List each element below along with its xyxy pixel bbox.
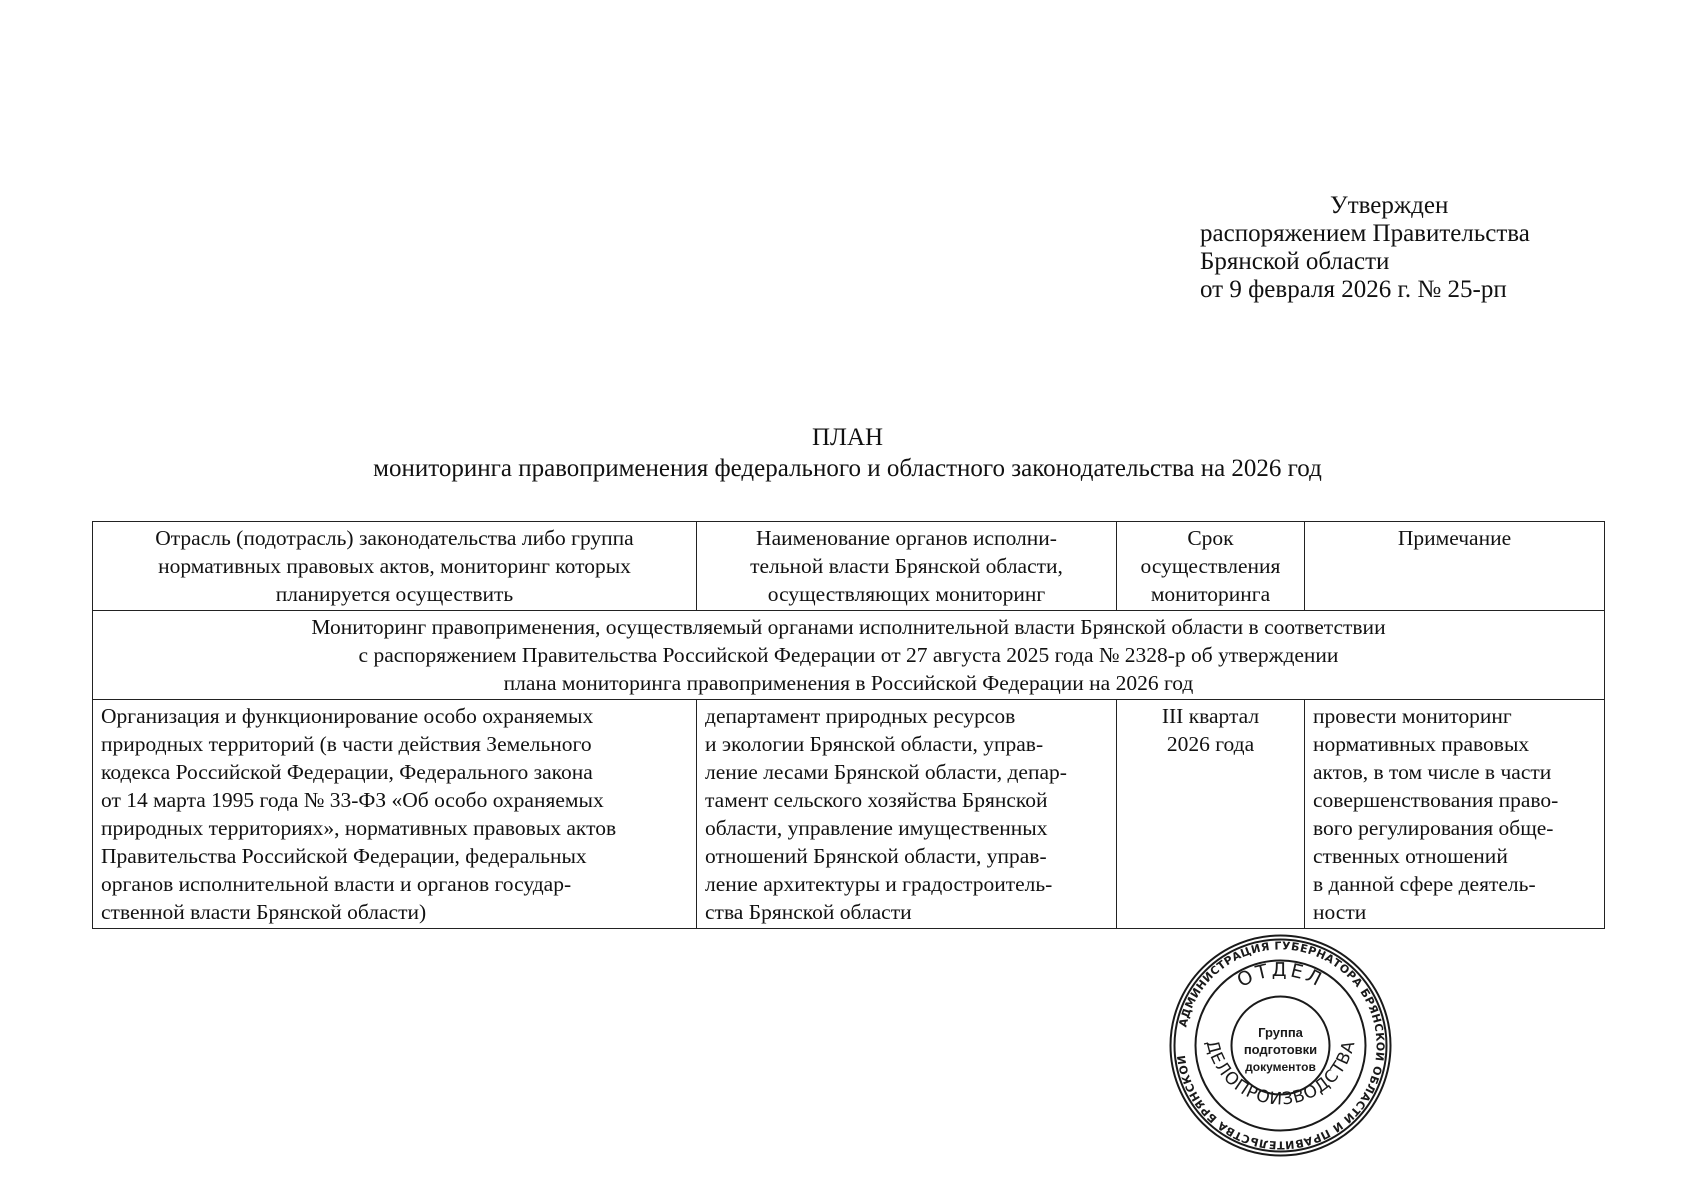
cell-bodies [697, 700, 1117, 929]
cell-line: органов исполнительной власти и органов государ- [101, 872, 572, 896]
cell-line: ственной власти Брянской области) [101, 900, 427, 924]
cell-line: природных территорий (в части действия Земельного [101, 732, 592, 756]
header-line: планируется осуществить [275, 582, 514, 606]
cell-branch [93, 700, 697, 929]
cell-line: вого регулирования обще- [1313, 816, 1554, 840]
stamp-center-line: Группа [1258, 1025, 1303, 1040]
section-line: с распоряжением Правительства Российской Федерации от 27 августа 2025 года № 2328-р об утверждении [358, 643, 1339, 667]
cell-line: области, управление имущественных [705, 816, 1048, 840]
document-title [0, 422, 1695, 484]
header-line: нормативных правовых актов, мониторинг которых [158, 554, 631, 578]
stamp-center-line: документов [1245, 1060, 1316, 1074]
cell-line: ства Брянской области [705, 900, 912, 924]
cell-line: совершенствования право- [1313, 788, 1559, 812]
section-caption [93, 611, 1605, 700]
approval-block [1200, 192, 1620, 304]
table-header-row [93, 522, 1605, 611]
cell-line: 2026 года [1166, 732, 1255, 756]
cell-line: ственных отношений [1313, 844, 1508, 868]
cell-line: ности [1313, 900, 1367, 924]
header-line: Наименование органов исполни- [756, 526, 1057, 550]
approval-line: Утвержден [1330, 192, 1449, 219]
cell-line: от 14 марта 1995 года № 33-ФЗ «Об особо охраняемых [101, 788, 604, 812]
header-line: тельной власти Брянской области, [750, 554, 1063, 578]
cell-line: Правительства Российской Федерации, федеральных [101, 844, 587, 868]
header-line: осуществления [1140, 554, 1281, 578]
header-line: Срок [1187, 526, 1234, 550]
header-bodies [697, 522, 1117, 611]
stamp-center-line: подготовки [1243, 1042, 1318, 1057]
approval-line: от 9 февраля 2026 г. № 25-рп [1200, 276, 1507, 303]
table-section-row [93, 611, 1605, 700]
section-line: Мониторинг правоприменения, осуществляемый органами исполнительной власти Брянской области в соответствии [311, 615, 1386, 639]
cell-line: кодекса Российской Федерации, Федерального закона [101, 760, 593, 784]
cell-line: и экологии Брянской области, управ- [705, 732, 1044, 756]
plan-table [92, 521, 1605, 929]
cell-line: провести мониторинг [1313, 704, 1512, 728]
cell-line: отношений Брянской области, управ- [705, 844, 1047, 868]
cell-line: департамент природных ресурсов [705, 704, 1016, 728]
cell-line: Организация и функционирование особо охраняемых [101, 704, 594, 728]
header-line: мониторинга [1150, 582, 1271, 606]
cell-line: ление лесами Брянской области, депар- [705, 760, 1067, 784]
cell-note [1305, 700, 1605, 929]
cell-line: ление архитектуры и градостроитель- [705, 872, 1053, 896]
office-stamp [1168, 933, 1393, 1158]
cell-line: тамент сельского хозяйства Брянской [705, 788, 1048, 812]
stamp-dept-top: ОТДЕЛ [1233, 958, 1328, 992]
header-term [1117, 522, 1305, 611]
title-heading: ПЛАН [811, 424, 884, 451]
header-line: осуществляющих мониторинг [767, 582, 1046, 606]
cell-line: в данной сфере деятель- [1313, 872, 1536, 896]
header-branch [93, 522, 697, 611]
approval-line: распоряжением Правительства [1200, 220, 1530, 247]
section-line: плана мониторинга правоприменения в Российской Федерации на 2026 год [503, 671, 1194, 695]
header-line: Примечание [1397, 526, 1512, 550]
table-row [93, 700, 1605, 929]
cell-line: природных территориях», нормативных правовых актов [101, 816, 617, 840]
approval-line: Брянской области [1200, 248, 1390, 275]
cell-line: актов, в том числе в части [1313, 760, 1552, 784]
stamp-dept-bottom: ДЕЛОПРОИЗВОДСТВА [1201, 1038, 1360, 1110]
header-line: Отрасль (подотрасль) законодательства либо группа [155, 526, 634, 550]
cell-line: III квартал [1161, 704, 1260, 728]
header-note [1305, 522, 1605, 611]
stamp-outer-text: АДМИНИСТРАЦИЯ ГУБЕРНАТОРА БРЯНСКОЙ ОБЛАСТИ И ПРАВИТЕЛЬСТВА БРЯНСКОЙ [1174, 939, 1387, 1152]
stamp-seal-icon [1168, 933, 1393, 1158]
svg-text:ОТДЕЛ [1234, 959, 1328, 992]
cell-line: нормативных правовых [1313, 732, 1530, 756]
title-subheading: мониторинга правоприменения федерального и областного законодательства на 2026 год [373, 455, 1322, 482]
cell-term [1117, 700, 1305, 929]
